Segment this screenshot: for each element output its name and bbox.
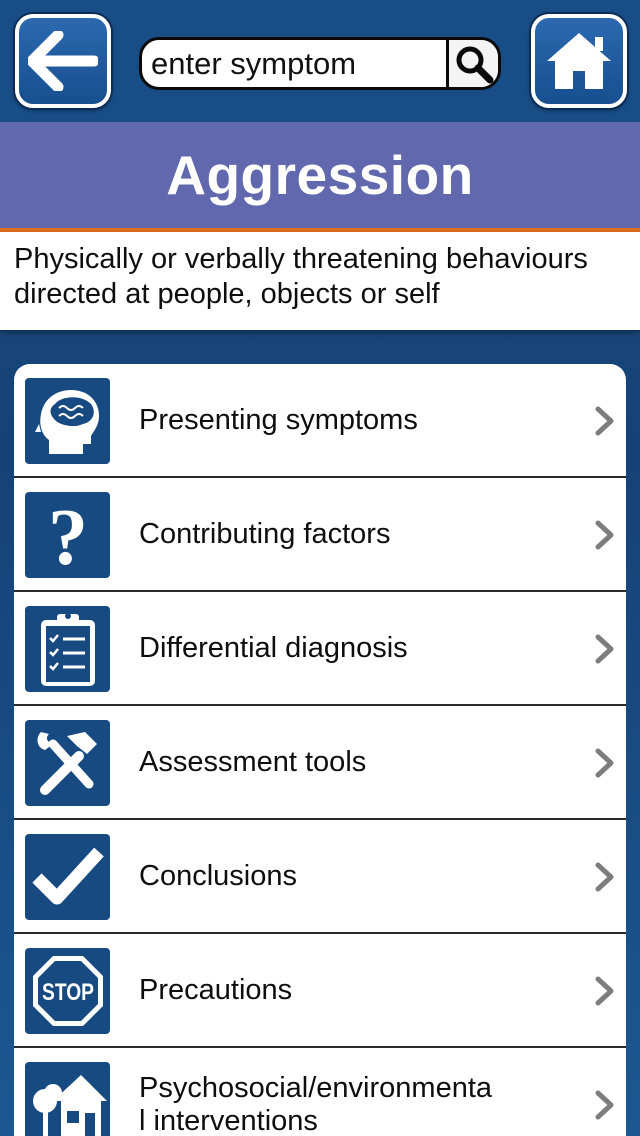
house-tree-icon [25, 1062, 110, 1136]
arrow-left-icon [28, 31, 98, 91]
chevron-right-icon [594, 520, 616, 550]
chevron-right-icon [594, 748, 616, 778]
menu-item-conclusions[interactable] [14, 820, 626, 934]
menu-item-label: Differential diagnosis [139, 631, 408, 664]
search-button[interactable] [446, 40, 498, 87]
menu-item-label: Precautions [139, 973, 293, 1006]
chevron-right-icon [594, 406, 616, 436]
clipboard-checklist-icon [25, 606, 110, 692]
menu-item-contributing-factors[interactable] [14, 478, 626, 592]
back-button[interactable] [15, 14, 111, 108]
title-band [0, 122, 640, 232]
search-bar [139, 37, 501, 90]
menu-item-label: Assessment tools [139, 745, 367, 778]
house-icon [543, 29, 615, 93]
menu-item-label: Presenting symptoms [139, 403, 418, 436]
page-description: Physically or verbally threatening behaviours directed at people, objects or self [0, 232, 640, 330]
search-input[interactable] [142, 40, 447, 87]
menu-item-assessment-tools[interactable] [14, 706, 626, 820]
stop-sign-icon [25, 948, 110, 1034]
chevron-right-icon [594, 976, 616, 1006]
menu-item-precautions[interactable] [14, 934, 626, 1048]
menu-item-label: Conclusions [139, 859, 297, 892]
menu-item-presenting-symptoms[interactable] [14, 364, 626, 478]
svg-text:STOP: STOP [41, 979, 94, 1006]
magnifier-icon [454, 44, 494, 84]
svg-text:?: ? [47, 498, 88, 572]
chevron-right-icon [594, 862, 616, 892]
question-mark-icon [25, 492, 110, 578]
menu-item-differential-diagnosis[interactable] [14, 592, 626, 706]
menu-item-label: Contributing factors [139, 517, 391, 550]
menu-list [14, 364, 626, 1136]
menu-item-label-line1: Psychosocial/environmenta [139, 1072, 493, 1104]
menu-item-psychosocial-interventions[interactable] [14, 1048, 626, 1136]
hammer-wrench-icon [25, 720, 110, 806]
checkmark-icon [25, 834, 110, 920]
menu-item-label-line2: l interventions [139, 1105, 318, 1136]
chevron-right-icon [594, 634, 616, 664]
home-button[interactable] [531, 14, 627, 108]
page-title: Aggression [166, 144, 474, 206]
chevron-right-icon [594, 1090, 616, 1120]
head-brain-icon [25, 378, 110, 464]
top-bar [0, 0, 640, 122]
